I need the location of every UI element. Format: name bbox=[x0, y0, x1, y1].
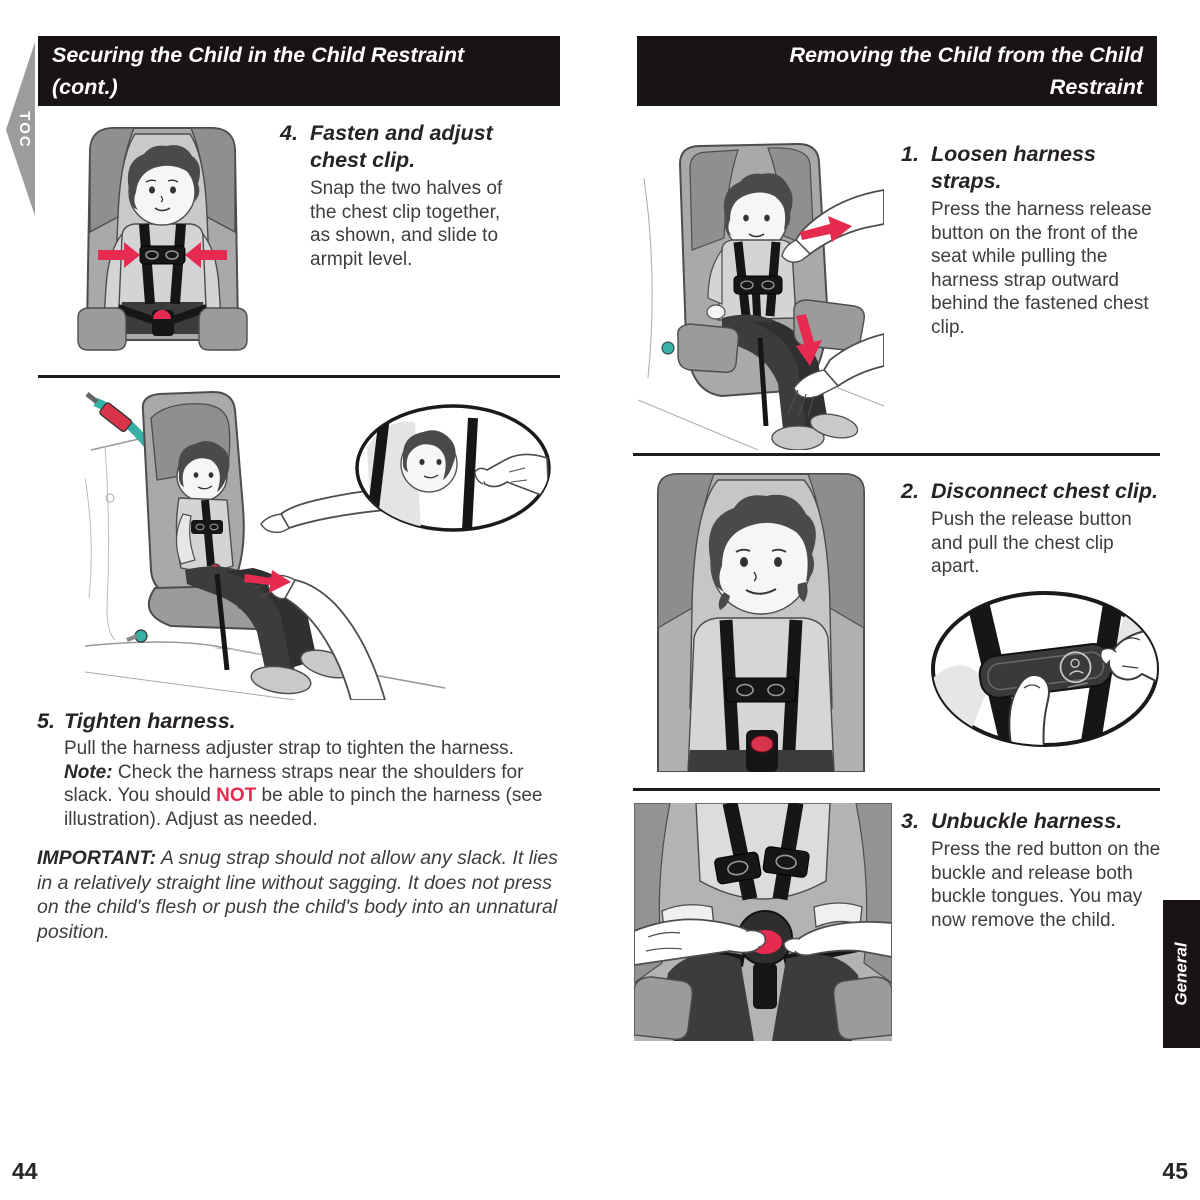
general-tab-label: General bbox=[1171, 942, 1191, 1006]
step-3-unbuckle-harness bbox=[901, 808, 1163, 932]
step-number: 3. bbox=[901, 809, 919, 833]
illustration-unbuckle-harness bbox=[634, 803, 892, 1041]
step-heading bbox=[901, 808, 1163, 835]
section-header-line2: (cont.) bbox=[52, 75, 118, 99]
step-4-fasten-chest-clip bbox=[280, 120, 525, 271]
step-title: Unbuckle harness. bbox=[931, 809, 1123, 833]
section-header-removing bbox=[637, 36, 1157, 106]
note-label: Note: bbox=[64, 761, 113, 783]
note-text: Check the harness straps near the shoulders for slack. You should bbox=[64, 761, 524, 806]
illustration-loosen-harness bbox=[638, 138, 884, 450]
step-number: 1. bbox=[901, 142, 919, 166]
step-heading bbox=[901, 478, 1159, 505]
step-body: Snap the two halves of the chest clip together, as shown, and slide to armpit level. bbox=[310, 178, 503, 270]
toc-side-tab bbox=[4, 40, 38, 220]
step-5-tighten-harness bbox=[37, 708, 547, 831]
important-label: IMPORTANT: bbox=[37, 847, 157, 869]
section-header-securing bbox=[38, 36, 560, 106]
section-header-line1: Removing the Child from the Child bbox=[789, 43, 1143, 67]
step-body-sentence: Pull the harness adjuster strap to tighten the harness. bbox=[64, 738, 514, 759]
step-title: Fasten and adjust chest clip. bbox=[310, 121, 493, 172]
general-side-tab bbox=[1163, 900, 1200, 1048]
section-header-line2: Restraint bbox=[1049, 75, 1143, 99]
horizontal-divider bbox=[633, 453, 1160, 456]
page-number-left: 44 bbox=[12, 1158, 38, 1184]
step-note bbox=[64, 761, 547, 832]
horizontal-divider bbox=[633, 788, 1160, 791]
illustration-chest-clip-closeup bbox=[928, 588, 1162, 750]
step-title: Disconnect chest clip. bbox=[931, 479, 1159, 503]
page-number-right: 45 bbox=[1162, 1158, 1188, 1184]
step-number: 2. bbox=[901, 479, 919, 503]
step-body bbox=[64, 737, 547, 831]
step-body: Press the harness release button on the front of the seat while pulling the harness strap outward behind the fastened chest clip. bbox=[931, 199, 1152, 338]
step-title: Tighten harness. bbox=[64, 709, 236, 733]
step-body: Push the release button and pull the chest clip apart. bbox=[931, 509, 1132, 577]
section-header-line1: Securing the Child in the Child Restraint bbox=[52, 43, 465, 67]
step-heading bbox=[280, 120, 525, 174]
important-text: A snug strap should not allow any slack. It lies in a relatively straight line without sagging. It does not press on the child's flesh or push the child's body into an unnatural position. bbox=[37, 847, 558, 943]
step-1-loosen-harness bbox=[901, 141, 1153, 339]
step-number: 4. bbox=[280, 121, 298, 145]
step-number: 5. bbox=[37, 709, 55, 733]
note-text: be able to pinch the harness (see illustration). Adjust as needed. bbox=[64, 785, 543, 830]
step-heading bbox=[37, 708, 547, 735]
not-emphasis: NOT bbox=[216, 785, 257, 806]
step-title: Loosen harness straps. bbox=[931, 142, 1096, 193]
illustration-fasten-chest-clip bbox=[60, 122, 265, 367]
illustration-tighten-harness bbox=[85, 388, 565, 700]
step-heading bbox=[901, 141, 1153, 195]
horizontal-divider bbox=[38, 375, 560, 378]
toc-tab-label: TOC bbox=[16, 111, 33, 149]
important-note bbox=[37, 846, 569, 944]
illustration-disconnect-chest-clip bbox=[638, 468, 884, 772]
step-body: Press the red button on the buckle and release both buckle tongues. You may now remove the child. bbox=[931, 839, 1161, 931]
step-2-disconnect-chest-clip bbox=[901, 478, 1159, 579]
